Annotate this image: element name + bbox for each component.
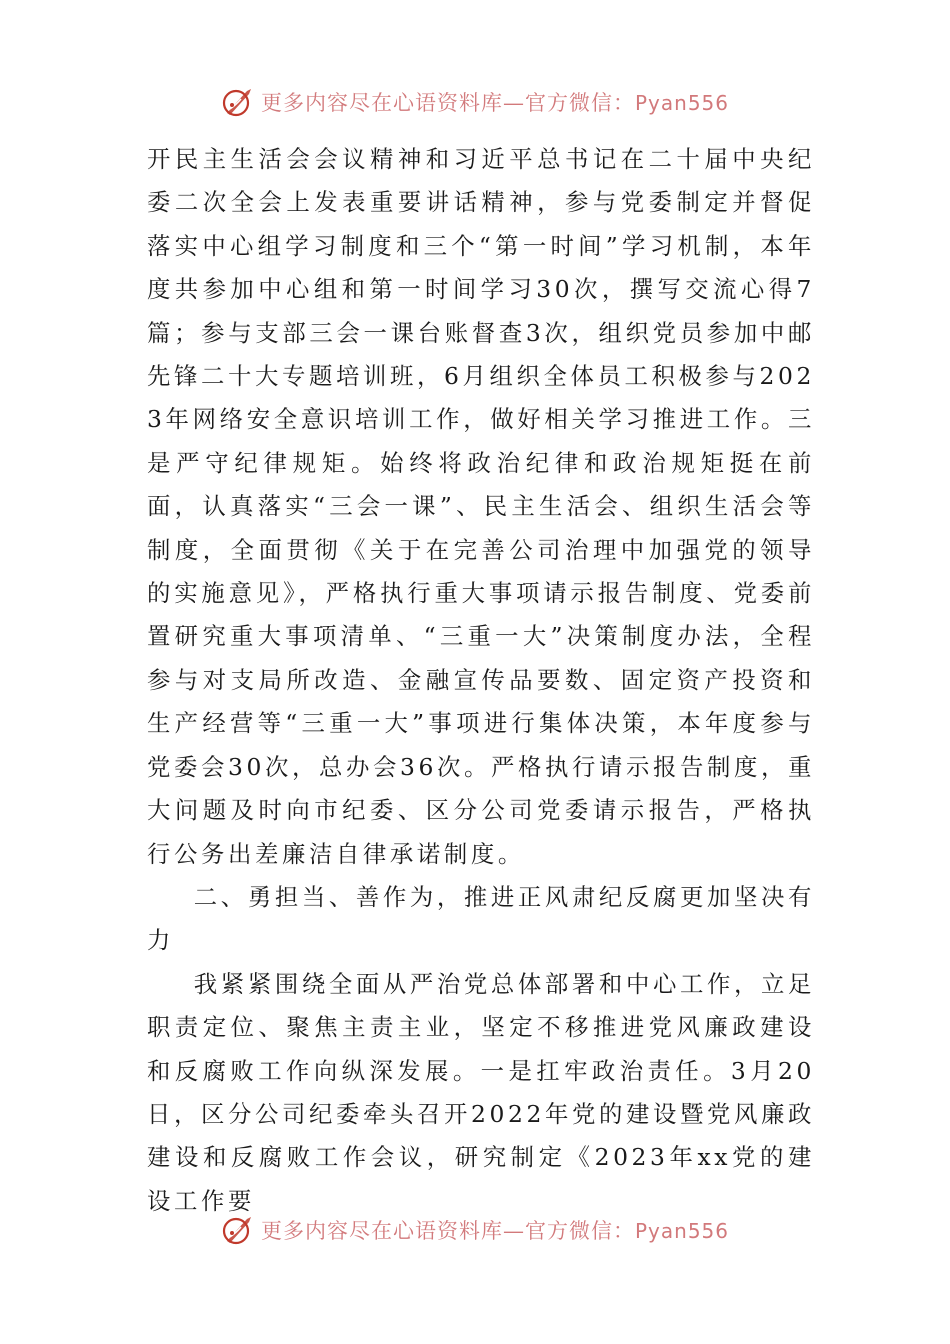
- header-watermark-separator: —: [502, 91, 525, 115]
- body-paragraph-continued: 开民主生活会会议精神和习近平总书记在二十届中央纪委二次全会上发表重要讲话精神，参与党委制定并督促落实中心组学习制度和三个“第一时间”学习机制，本年度共参加中心组和第一时间学习30次，撰写交流心得7篇；参与支部三会一课台账督查3次，组织党员参加中邮先锋二十大专题培训班，6月组织全体员工积极参与2023年网络安全意识培训工作，做好相关学习推进工作。三是严守纪律规矩。始终将政治纪律和政治规矩挺在前面，认真落实“三会一课”、民主生活会、组织生活会等制度，全面贯彻《关于在完善公司治理中加强党的领导的实施意见》，严格执行重大事项请示报告制度、党委前置研究重大事项清单、“三重一大”决策制度办法，全程参与对支局所改造、金融宣传品要数、固定资产投资和生产经营等“三重一大”事项进行集体决策，本年度参与党委会30次，总办会36次。严格执行请示报告制度，重大问题及时向市纪委、区分公司党委请示报告，严格执行公务出差廉洁自律承诺制度。: [147, 145, 815, 868]
- header-watermark-text: [261, 87, 729, 117]
- footer-watermark-text: [261, 1215, 729, 1245]
- footer-watermark-wechat-label: 官方微信：: [524, 1219, 635, 1243]
- quill-pen-logo-icon: [221, 1213, 255, 1247]
- header-watermark-banner: [0, 82, 950, 122]
- document-body: [147, 138, 815, 1223]
- section-heading-2: 二、勇担当、善作为，推进正风肃纪反腐更加坚决有力: [147, 882, 815, 955]
- footer-watermark-banner: [0, 1210, 950, 1250]
- header-watermark-wechat-label: 官方微信：: [524, 91, 635, 115]
- header-watermark-wechat-id: Pyan556: [634, 91, 729, 115]
- body-paragraph-section-2: 我紧紧围绕全面从严治党总体部署和中心工作，立足职责定位、聚焦主责主业，坚定不移推进党风廉政建设和反腐败工作向纵深发展。一是扛牢政治责任。3月20日，区分公司纪委牵头召开2022年党的建设暨党风廉政建设和反腐败工作会议，研究制定《2023年xx党的建设工作要: [147, 969, 815, 1215]
- footer-watermark-cn: 更多内容尽在心语资料库: [260, 1219, 503, 1243]
- footer-watermark-wechat-id: Pyan556: [634, 1219, 729, 1243]
- header-watermark-cn: 更多内容尽在心语资料库: [260, 91, 503, 115]
- footer-watermark-separator: —: [502, 1219, 525, 1243]
- quill-pen-logo-icon: [221, 85, 255, 119]
